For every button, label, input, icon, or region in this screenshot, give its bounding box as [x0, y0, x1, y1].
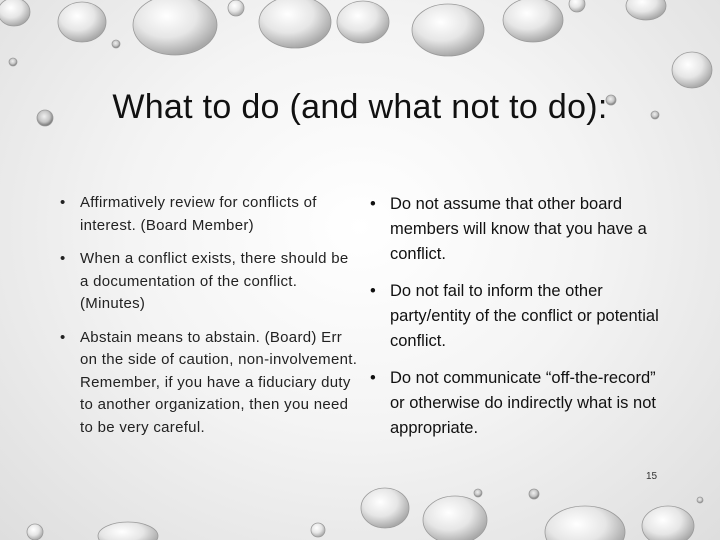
- left-bullet-text: Affirmatively review for conflicts of interest. (Board Member): [80, 194, 317, 234]
- left-bullet-item: [58, 327, 358, 440]
- slide-title: What to do (and what not to do):: [112, 88, 608, 126]
- left-bullet-list: [58, 192, 358, 450]
- bullet-icon: •: [60, 328, 66, 346]
- bullet-icon: •: [370, 282, 376, 300]
- bullet-icon: •: [370, 195, 376, 213]
- bullet-icon: •: [60, 250, 66, 267]
- right-bullet-text: Do not fail to inform the other party/entity of the conflict or potential conflict.: [390, 282, 659, 350]
- right-bullet-item: [368, 366, 668, 441]
- left-bullet-item: [58, 192, 358, 237]
- left-bullet-item: [58, 248, 358, 316]
- right-bullet-text: Do not assume that other board members will know that you have a conflict.: [390, 195, 647, 263]
- left-bullet-text: Abstain means to abstain. (Board) Err on the side of caution, non-involvement. Remember, if you have a fiduciary duty to another organization, then you need to be very careful.: [80, 328, 358, 436]
- bullet-icon: •: [60, 194, 66, 211]
- left-bullet-text: When a conflict exists, there should be a documentation of the conflict. (Minutes): [80, 250, 349, 312]
- page-number: 15: [646, 471, 658, 482]
- right-bullet-list: [368, 192, 668, 453]
- right-bullet-text: Do not communicate “off-the-record” or otherwise do indirectly what is not appropriate.: [390, 369, 656, 437]
- bullet-icon: •: [370, 369, 376, 387]
- right-bullet-item: [368, 279, 668, 354]
- right-bullet-item: [368, 192, 668, 267]
